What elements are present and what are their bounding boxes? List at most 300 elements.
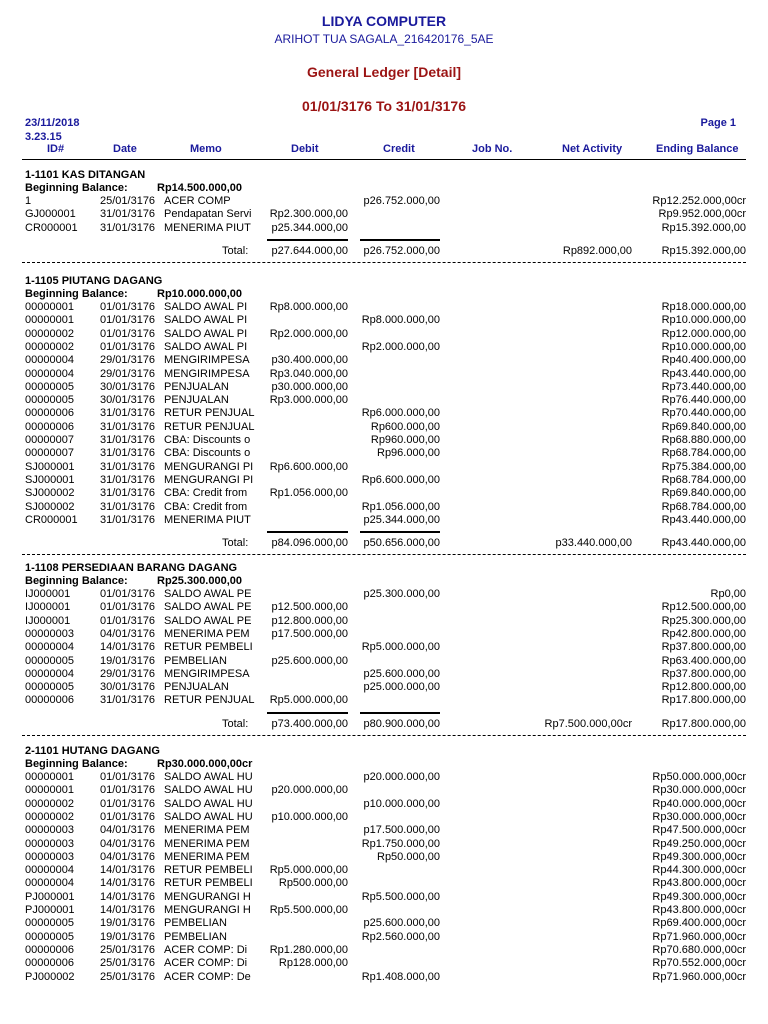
row-memo: PENJUALAN — [164, 380, 229, 393]
ledger-row — [0, 628, 768, 641]
row-debit: Rp3.000.000,00 — [269, 394, 348, 407]
row-date: 25/01/3176 — [100, 943, 156, 956]
ledger-row — [0, 811, 768, 824]
row-memo: ACER COMP: Di — [164, 943, 248, 956]
row-date: 31/01/3176 — [100, 473, 156, 486]
row-date: 04/01/3176 — [100, 824, 156, 837]
row-ending-balance: Rp69.840.000,00 — [661, 487, 746, 500]
beginning-balance — [25, 575, 243, 587]
debit-total-rule — [267, 531, 348, 533]
row-date: 01/01/3176 — [100, 797, 156, 810]
row-memo: ACER COMP: De — [164, 970, 251, 983]
row-id: PJ000001 — [25, 890, 75, 903]
beginning-balance-label: Beginning Balance: — [25, 575, 128, 587]
ledger-row — [0, 891, 768, 904]
row-memo: SALDO AWAL PI — [164, 314, 248, 327]
row-date: 14/01/3176 — [100, 904, 156, 916]
row-id: 00000004 — [25, 367, 74, 380]
row-ending-balance: Rp30.000.000,00cr — [652, 784, 746, 797]
row-date: 19/01/3176 — [100, 930, 156, 943]
row-date: 31/01/3176 — [100, 487, 156, 500]
ledger-row — [0, 824, 768, 837]
row-date: 14/01/3176 — [100, 877, 156, 890]
total-credit: p50.656.000,00 — [363, 537, 440, 550]
row-date: 31/01/3176 — [100, 434, 156, 446]
row-id: 00000007 — [25, 434, 74, 446]
row-credit: Rp1.750.000,00 — [361, 837, 440, 850]
row-date: 01/01/3176 — [100, 301, 156, 313]
row-credit: p26.752.000,00 — [363, 195, 440, 207]
row-memo: RETUR PENJUAL — [164, 407, 255, 420]
row-debit: Rp128.000,00 — [278, 957, 348, 970]
row-memo: MENERIMA PIUT — [164, 513, 251, 526]
beginning-balance — [25, 288, 243, 300]
row-memo: MENGURANGI H — [164, 890, 251, 903]
row-debit: Rp2.300.000,00 — [269, 208, 348, 221]
row-memo: MENGIRIMPESA — [164, 667, 250, 680]
row-id: 00000005 — [25, 681, 74, 694]
row-memo: MENERIMA PEM — [164, 627, 250, 640]
row-ending-balance: Rp71.960.000,00cr — [652, 970, 746, 983]
row-ending-balance: Rp12.500.000,00 — [661, 601, 746, 614]
row-id: 00000006 — [25, 420, 74, 433]
row-id: 00000006 — [25, 957, 74, 970]
row-date: 19/01/3176 — [100, 654, 156, 667]
row-ending-balance: Rp42.800.000,00 — [661, 627, 746, 640]
row-credit: Rp600.000,00 — [370, 420, 440, 433]
beginning-balance — [25, 758, 253, 770]
row-credit: p17.500.000,00 — [363, 824, 440, 837]
row-debit: p30.400.000,00 — [271, 354, 348, 367]
row-ending-balance: Rp43.440.000,00 — [661, 367, 746, 380]
row-memo: SALDO AWAL PE — [164, 601, 252, 614]
row-debit: Rp8.000.000,00 — [269, 301, 348, 313]
row-debit: Rp5.500.000,00 — [269, 904, 348, 916]
row-ending-balance: Rp68.784.000,00 — [661, 473, 746, 486]
ledger-row — [0, 771, 768, 784]
row-memo: SALDO AWAL PI — [164, 301, 248, 313]
beginning-balance — [25, 182, 243, 194]
ledger-row — [0, 641, 768, 654]
ledger-row — [0, 474, 768, 487]
row-date: 31/01/3176 — [100, 447, 156, 460]
row-ending-balance: Rp43.800.000,00cr — [652, 904, 746, 916]
row-memo: MENGURANGI PI — [164, 460, 254, 473]
row-memo: RETUR PENJUAL — [164, 694, 255, 707]
row-ending-balance: Rp37.800.000,00 — [661, 641, 746, 654]
row-debit: Rp1.056.000,00 — [269, 487, 348, 500]
row-id: 00000006 — [25, 407, 74, 420]
account-title: 1-1108 PERSEDIAAN BARANG DAGANG — [25, 562, 238, 574]
row-memo: ACER COMP — [164, 195, 231, 207]
col-ending-balance: Ending Balance — [656, 143, 739, 155]
row-memo: RETUR PENJUAL — [164, 420, 255, 433]
row-memo: RETUR PEMBELI — [164, 864, 253, 877]
row-id: 00000006 — [25, 943, 74, 956]
row-credit: p20.000.000,00 — [363, 771, 440, 783]
row-date: 29/01/3176 — [100, 667, 156, 680]
row-debit: p25.344.000,00 — [271, 221, 348, 234]
row-date: 30/01/3176 — [100, 380, 156, 393]
row-id: SJ000002 — [25, 487, 75, 500]
row-memo: SALDO AWAL HU — [164, 797, 253, 810]
row-date: 31/01/3176 — [100, 208, 156, 221]
row-memo: RETUR PEMBELI — [164, 641, 253, 654]
credit-total-rule — [360, 531, 440, 533]
row-credit: Rp96.000,00 — [377, 447, 440, 460]
row-debit: p12.800.000,00 — [271, 614, 348, 627]
total-net-activity: Rp892.000,00 — [562, 244, 632, 257]
row-id: 00000003 — [25, 850, 74, 863]
ledger-row — [0, 588, 768, 601]
row-date: 01/01/3176 — [100, 771, 156, 783]
row-id: 00000006 — [25, 694, 74, 707]
row-memo: PEMBELIAN — [164, 930, 227, 943]
company-name: LIDYA COMPUTER — [321, 13, 447, 29]
row-debit: p12.500.000,00 — [271, 601, 348, 614]
row-memo: PENJUALAN — [164, 681, 229, 694]
row-ending-balance: Rp49.300.000,00cr — [652, 890, 746, 903]
row-debit: Rp5.000.000,00 — [269, 694, 348, 707]
row-credit: p25.344.000,00 — [363, 513, 440, 526]
row-id: 00000004 — [25, 354, 74, 367]
row-date: 01/01/3176 — [100, 601, 156, 614]
total-row — [0, 718, 768, 731]
row-id: 00000005 — [25, 930, 74, 943]
row-date: 25/01/3176 — [100, 957, 156, 970]
row-ending-balance: Rp71.960.000,00cr — [652, 930, 746, 943]
row-date: 31/01/3176 — [100, 460, 156, 473]
row-memo: SALDO AWAL PI — [164, 327, 248, 340]
row-ending-balance: Rp68.784.000,00 — [661, 447, 746, 460]
row-memo: Pendapatan Servi — [164, 208, 252, 221]
row-credit: Rp8.000.000,00 — [361, 314, 440, 327]
author-line: ARIHOT TUA SAGALA_216420176_5AE — [274, 32, 494, 46]
row-ending-balance: Rp12.000.000,00 — [661, 327, 746, 340]
ledger-row — [0, 904, 768, 917]
row-memo: PEMBELIAN — [164, 654, 227, 667]
row-id: CR000001 — [25, 513, 78, 526]
col-id: ID# — [47, 143, 65, 155]
ledger-row — [0, 381, 768, 394]
row-ending-balance: Rp15.392.000,00 — [661, 221, 746, 234]
row-memo: SALDO AWAL PI — [164, 340, 248, 353]
row-credit: p25.000.000,00 — [363, 681, 440, 694]
beginning-balance-value: Rp14.500.000,00 — [157, 182, 243, 194]
total-ending-balance: Rp17.800.000,00 — [661, 717, 746, 730]
row-ending-balance: Rp49.250.000,00cr — [652, 837, 746, 850]
header-divider — [22, 159, 746, 160]
row-memo: MENGIRIMPESA — [164, 354, 250, 367]
section-divider — [22, 735, 746, 736]
row-ending-balance: Rp70.552.000,00cr — [652, 957, 746, 970]
ledger-row — [0, 668, 768, 681]
ledger-row — [0, 501, 768, 514]
beginning-balance-label: Beginning Balance: — [25, 182, 128, 194]
row-date: 29/01/3176 — [100, 367, 156, 380]
row-ending-balance: Rp10.000.000,00 — [661, 314, 746, 327]
row-ending-balance: Rp25.300.000,00 — [661, 614, 746, 627]
row-id: SJ000002 — [25, 500, 75, 513]
row-ending-balance: Rp40.400.000,00 — [661, 354, 746, 367]
ledger-row — [0, 917, 768, 930]
row-id: 1 — [25, 195, 32, 207]
report-title: General Ledger [Detail] — [306, 64, 462, 80]
row-debit: Rp1.280.000,00 — [269, 943, 348, 956]
ledger-row — [0, 434, 768, 447]
row-id: CR000001 — [25, 221, 78, 234]
row-memo: MENERIMA PEM — [164, 824, 250, 837]
total-net-activity: Rp7.500.000,00cr — [544, 717, 632, 730]
section-divider — [22, 554, 746, 555]
row-id: PJ000001 — [25, 904, 75, 916]
row-id: 00000001 — [25, 784, 74, 797]
row-id: 00000005 — [25, 394, 74, 407]
col-net-activity: Net Activity — [562, 143, 623, 155]
total-ending-balance: Rp15.392.000,00 — [661, 244, 746, 257]
ledger-row — [0, 222, 768, 235]
ledger-row — [0, 877, 768, 890]
row-memo: SALDO AWAL HU — [164, 784, 253, 797]
row-credit: Rp5.000.000,00 — [361, 641, 440, 654]
col-date: Date — [113, 143, 137, 155]
row-ending-balance: Rp44.300.000,00cr — [652, 864, 746, 877]
row-memo: MENERIMA PEM — [164, 850, 250, 863]
row-ending-balance: Rp70.680.000,00cr — [652, 943, 746, 956]
row-date: 01/01/3176 — [100, 588, 156, 600]
beginning-balance-value: Rp10.000.000,00 — [157, 288, 243, 300]
total-row — [0, 537, 768, 550]
row-memo: ACER COMP: Di — [164, 957, 248, 970]
row-date: 01/01/3176 — [100, 784, 156, 797]
row-date: 31/01/3176 — [100, 694, 156, 707]
row-id: 00000001 — [25, 301, 74, 313]
row-debit: Rp2.000.000,00 — [269, 327, 348, 340]
ledger-row — [0, 655, 768, 668]
credit-total-rule — [360, 239, 440, 241]
row-memo: SALDO AWAL HU — [164, 771, 253, 783]
row-memo: MENERIMA PEM — [164, 837, 250, 850]
row-ending-balance: Rp76.440.000,00 — [661, 394, 746, 407]
row-memo: PENJUALAN — [164, 394, 229, 407]
beginning-balance-label: Beginning Balance: — [25, 288, 128, 300]
total-net-activity: p33.440.000,00 — [555, 537, 632, 550]
ledger-row — [0, 341, 768, 354]
row-ending-balance: Rp12.800.000,00 — [661, 681, 746, 694]
row-credit: Rp2.000.000,00 — [361, 340, 440, 353]
row-date: 14/01/3176 — [100, 864, 156, 877]
row-id: 00000002 — [25, 327, 74, 340]
row-memo: MENGIRIMPESA — [164, 367, 250, 380]
total-debit: p73.400.000,00 — [271, 717, 348, 730]
total-credit: p80.900.000,00 — [363, 717, 440, 730]
row-memo: CBA: Discounts o — [164, 434, 251, 446]
total-credit: p26.752.000,00 — [363, 244, 440, 257]
row-ending-balance: Rp43.440.000,00 — [661, 513, 746, 526]
ledger-row — [0, 301, 768, 314]
total-label: Total: — [222, 717, 249, 730]
row-id: IJ000001 — [25, 601, 71, 614]
row-date: 31/01/3176 — [100, 513, 156, 526]
row-id: SJ000001 — [25, 473, 75, 486]
ledger-row — [0, 798, 768, 811]
col-debit: Debit — [291, 143, 319, 155]
ledger-row — [0, 784, 768, 797]
row-credit: Rp2.560.000,00 — [361, 930, 440, 943]
row-id: 00000005 — [25, 654, 74, 667]
row-ending-balance: Rp43.800.000,00cr — [652, 877, 746, 890]
row-debit: p17.500.000,00 — [271, 627, 348, 640]
row-memo: CBA: Credit from — [164, 487, 248, 500]
ledger-row — [0, 694, 768, 707]
print-date: 23/11/2018 — [25, 117, 80, 129]
row-ending-balance: Rp75.384.000,00 — [661, 460, 746, 473]
row-ending-balance: Rp18.000.000,00 — [661, 301, 746, 313]
ledger-row — [0, 601, 768, 614]
row-id: IJ000001 — [25, 588, 71, 600]
row-memo: SALDO AWAL PE — [164, 614, 252, 627]
row-date: 01/01/3176 — [100, 340, 156, 353]
row-date: 29/01/3176 — [100, 354, 156, 367]
row-debit: Rp3.040.000,00 — [269, 367, 348, 380]
row-credit: Rp960.000,00 — [370, 434, 440, 446]
ledger-row — [0, 421, 768, 434]
ledger-row — [0, 368, 768, 381]
version-number: 3.23.15 — [25, 131, 62, 143]
row-debit: p30.000.000,00 — [271, 380, 348, 393]
row-ending-balance: Rp47.500.000,00cr — [652, 824, 746, 837]
row-id: 00000007 — [25, 447, 74, 460]
row-id: 00000005 — [25, 380, 74, 393]
row-date: 30/01/3176 — [100, 681, 156, 694]
credit-total-rule — [360, 712, 440, 714]
row-id: 00000004 — [25, 641, 74, 654]
row-date: 01/01/3176 — [100, 810, 156, 823]
total-label: Total: — [222, 537, 249, 550]
total-debit: p27.644.000,00 — [271, 244, 348, 257]
page-number: Page 1 — [700, 117, 736, 129]
row-id: 00000004 — [25, 864, 74, 877]
row-ending-balance: Rp12.252.000,00cr — [652, 195, 746, 207]
col-job: Job No. — [472, 143, 513, 155]
row-id: GJ000001 — [25, 208, 76, 221]
ledger-row — [0, 487, 768, 500]
debit-total-rule — [267, 239, 348, 241]
row-date: 31/01/3176 — [100, 420, 156, 433]
row-ending-balance: Rp70.440.000,00 — [661, 407, 746, 420]
row-credit: Rp6.600.000,00 — [361, 473, 440, 486]
row-id: 00000002 — [25, 797, 74, 810]
ledger-row — [0, 851, 768, 864]
row-date: 01/01/3176 — [100, 327, 156, 340]
row-memo: SALDO AWAL HU — [164, 810, 253, 823]
row-debit: Rp5.000.000,00 — [269, 864, 348, 877]
row-debit: p20.000.000,00 — [271, 784, 348, 797]
row-date: 04/01/3176 — [100, 627, 156, 640]
beginning-balance-label: Beginning Balance: — [25, 758, 128, 770]
ledger-row — [0, 514, 768, 527]
ledger-row — [0, 314, 768, 327]
row-ending-balance: Rp69.840.000,00 — [661, 420, 746, 433]
row-debit: p10.000.000,00 — [271, 810, 348, 823]
col-credit: Credit — [383, 143, 415, 155]
row-memo: MENGURANGI H — [164, 904, 251, 916]
row-debit: Rp500.000,00 — [278, 877, 348, 890]
row-date: 04/01/3176 — [100, 837, 156, 850]
row-debit: Rp6.600.000,00 — [269, 460, 348, 473]
ledger-row — [0, 354, 768, 367]
ledger-row — [0, 447, 768, 460]
col-memo: Memo — [190, 143, 222, 155]
row-date: 31/01/3176 — [100, 221, 156, 234]
row-id: 00000003 — [25, 627, 74, 640]
row-ending-balance: Rp10.000.000,00 — [661, 340, 746, 353]
row-ending-balance: Rp37.800.000,00 — [661, 667, 746, 680]
row-ending-balance: Rp68.784.000,00 — [661, 500, 746, 513]
ledger-row — [0, 957, 768, 970]
total-row — [0, 245, 768, 258]
row-memo: MENERIMA PIUT — [164, 221, 251, 234]
row-id: 00000001 — [25, 771, 74, 783]
row-date: 14/01/3176 — [100, 641, 156, 654]
ledger-row — [0, 931, 768, 944]
row-date: 30/01/3176 — [100, 394, 156, 407]
ledger-row — [0, 838, 768, 851]
row-credit: p10.000.000,00 — [363, 797, 440, 810]
row-id: 00000001 — [25, 314, 74, 327]
ledger-row — [0, 944, 768, 957]
row-ending-balance: Rp9.952.000,00cr — [658, 208, 746, 221]
row-debit: p25.600.000,00 — [271, 654, 348, 667]
row-id: IJ000001 — [25, 614, 71, 627]
debit-total-rule — [267, 712, 348, 714]
row-date: 19/01/3176 — [100, 917, 156, 930]
row-date: 01/01/3176 — [100, 314, 156, 327]
row-credit: Rp5.500.000,00 — [361, 890, 440, 903]
row-date: 01/01/3176 — [100, 614, 156, 627]
row-ending-balance: Rp68.880.000,00 — [661, 434, 746, 446]
row-credit: p25.300.000,00 — [363, 588, 440, 600]
ledger-row — [0, 394, 768, 407]
row-date: 31/01/3176 — [100, 407, 156, 420]
ledger-row — [0, 615, 768, 628]
ledger-row — [0, 328, 768, 341]
row-id: 00000002 — [25, 810, 74, 823]
row-id: 00000003 — [25, 837, 74, 850]
row-ending-balance: Rp69.400.000,00cr — [652, 917, 746, 930]
row-credit: Rp1.408.000,00 — [361, 970, 440, 983]
ledger-row — [0, 681, 768, 694]
ledger-row — [0, 971, 768, 984]
row-id: 00000005 — [25, 917, 74, 930]
account-title: 2-1101 HUTANG DAGANG — [25, 745, 160, 757]
row-ending-balance: Rp73.440.000,00 — [661, 380, 746, 393]
row-memo: RETUR PEMBELI — [164, 877, 253, 890]
ledger-row — [0, 864, 768, 877]
row-credit: p25.600.000,00 — [363, 917, 440, 930]
total-ending-balance: Rp43.440.000,00 — [661, 537, 746, 550]
beginning-balance-value: Rp30.000.000,00cr — [157, 758, 253, 770]
total-debit: p84.096.000,00 — [271, 537, 348, 550]
row-id: 00000002 — [25, 340, 74, 353]
row-date: 31/01/3176 — [100, 500, 156, 513]
row-ending-balance: Rp0,00 — [710, 588, 746, 600]
beginning-balance-value: Rp25.300.000,00 — [157, 575, 243, 587]
report-period: 01/01/3176 To 31/01/3176 — [302, 98, 466, 114]
row-memo: CBA: Credit from — [164, 500, 248, 513]
row-memo: SALDO AWAL PE — [164, 588, 252, 600]
row-id: 00000004 — [25, 877, 74, 890]
